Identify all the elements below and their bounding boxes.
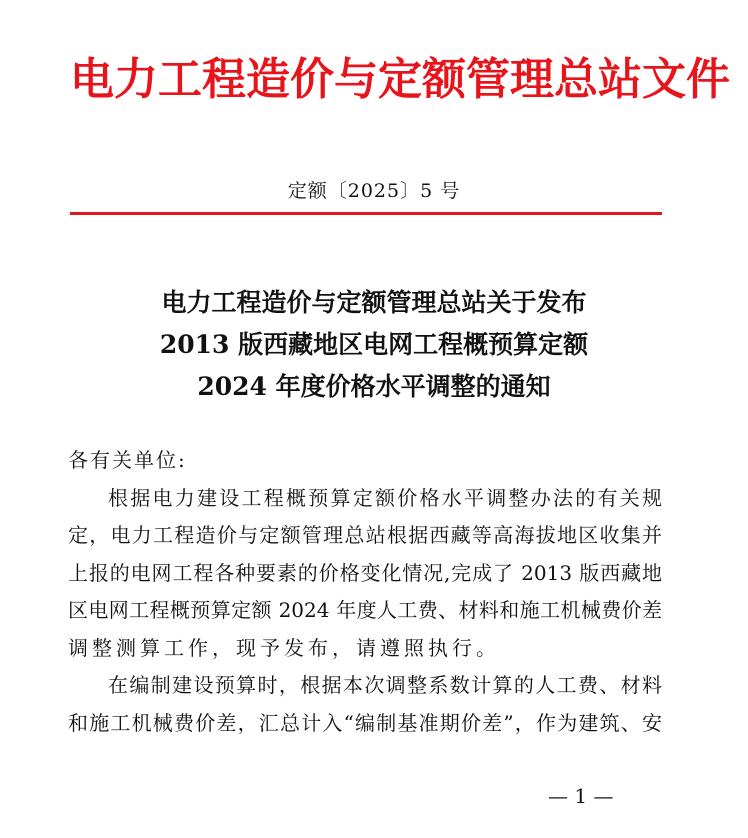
paragraph-line: 定，电力工程造价与定额管理总站根据西藏等高海拔地区收集并 [68, 523, 662, 547]
paragraph-line: 和施工机械费价差，汇总计入“编制基准期价差”，作为建筑、安 [68, 710, 662, 735]
paragraph-line: 调整测算工作，现予发布，请遵照执行。 [68, 635, 500, 660]
paragraph-line: 区电网工程概预算定额 2024 年度人工费、材料和施工机械费价差 [68, 598, 662, 622]
page-number: — 1 — [548, 784, 614, 808]
document-body [68, 442, 662, 742]
paragraph-line: 上报的电网工程各种要素的价格变化情况,完成了 2013 版西藏地 [68, 560, 662, 585]
document-title [0, 282, 748, 408]
title-line: 电力工程造价与定额管理总站关于发布 [161, 288, 587, 317]
salutation: 各有关单位: [68, 448, 187, 472]
title-line: 2013 版西藏地区电网工程概预算定额 [159, 330, 589, 359]
red-divider [70, 212, 662, 215]
title-line: 2024 年度价格水平调整的通知 [197, 372, 551, 401]
paragraph-line: 在编制建设预算时，根据本次调整系数计算的人工费、材料 [108, 673, 662, 697]
issuing-organization-header: 电力工程造价与定额管理总站文件 [70, 54, 730, 105]
document-number: 定额〔2025〕5 号 [287, 180, 461, 202]
paragraph-line: 根据电力建设工程概预算定额价格水平调整办法的有关规 [108, 485, 662, 510]
